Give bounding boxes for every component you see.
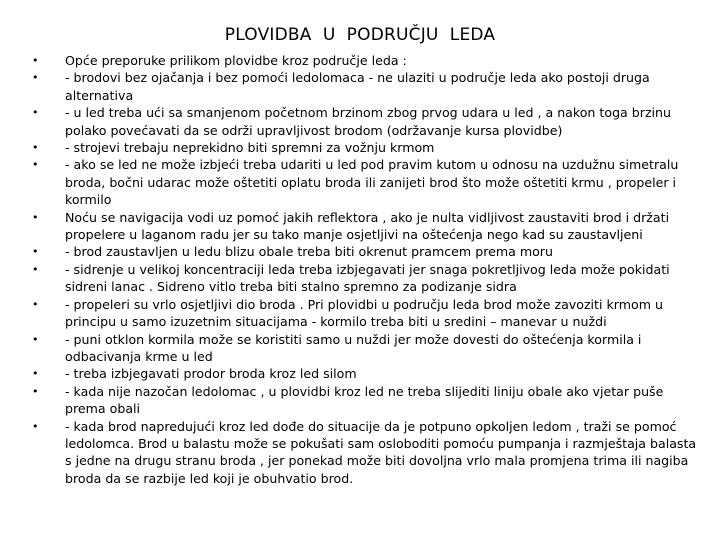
bullet-text: - sidrenje u velikoj koncentraciji leda treba izbjegavati jer snaga pokretljivog leda može pokidati sidreni lanac . Sidreno vitlo treba biti stalno spremno za podizanje sidra — [65, 261, 670, 295]
bullet-item — [30, 69, 705, 104]
bullet-text: - u led treba ući sa smanjenom početnom brzinom zbog prvog udara u led , a nakon toga brzinu polako povećavati da se održi upravljivost brodom (održavanje kursa plovidbe) — [65, 105, 672, 138]
bullet-item — [30, 209, 705, 244]
bullet-text: Opće preporuke prilikom plovidbe kroz područje leda : — [65, 53, 407, 68]
bullet-text: - kada nije nazočan ledolomac , u plovidbi kroz led ne treba slijediti liniju obale ako vjetar puše prema obali — [65, 383, 664, 417]
bullet-dot-icon: • — [32, 54, 39, 67]
bullet-dot-icon: • — [32, 262, 39, 276]
bullet-item — [30, 331, 705, 366]
bullet-item — [30, 418, 705, 488]
bullet-dot-icon: • — [32, 158, 39, 172]
bullet-dot-icon: • — [32, 297, 39, 311]
slide-title: PLOVIDBA U PODRUČJU LEDA — [224, 25, 496, 45]
bullet-dot-icon: • — [32, 210, 39, 224]
bullet-dot-icon: • — [32, 332, 39, 346]
bullet-dot-icon: • — [32, 141, 39, 155]
bullet-text: - brod zaustavljen u ledu blizu obale treba biti okrenut pramcem prema moru — [65, 244, 553, 260]
bullet-dot-icon: • — [32, 106, 39, 120]
bullet-list — [30, 52, 705, 487]
bullet-text: Noću se navigacija vodi uz pomoć jakih reflektora , ako je nulta vidljivost zaustaviti brod i držati propelere u laganom radu jer su tako manje osjetljivi na oštećenja nego kad su zaustavljeni — [65, 209, 670, 243]
bullet-item — [30, 156, 705, 208]
bullet-item — [30, 104, 705, 139]
bullet-item — [30, 139, 705, 156]
bullet-text: - strojevi trebaju neprekidno biti spremni za vožnju krmom — [65, 140, 435, 156]
bullet-text: - kada brod napredujući kroz led dođe do situacije da je potpuno opkoljen ledom , traži se pomoć ledolomca. Brod u balastu može se pokušati sam osloboditi pomoću pumpanja i razmještaja balasta s jedne na drugu stranu broda , jer ponekad može biti dovoljna vrlo mala promjena trima ili nagiba broda da se razbije led koji je obuhvatio brod. — [65, 418, 697, 486]
bullet-text: - propeleri su vrlo osjetljivi dio broda . Pri plovidbi u području leda brod može zavoziti krmom u principu u samo izuzetnim situacijama - kormilo treba biti u sredini – manevar u nuždi — [65, 296, 663, 330]
bullet-item — [30, 365, 705, 382]
bullet-item — [30, 296, 705, 331]
bullet-dot-icon: • — [32, 71, 39, 85]
bullet-text: - treba izbjegavati prodor broda kroz led silom — [65, 366, 357, 382]
bullet-dot-icon: • — [32, 245, 39, 259]
bullet-text: - puni otklon kormila može se koristiti samo u nuždi jer može dovesti do oštećenja kormila i odbacivanja krme u led — [65, 331, 642, 364]
bullet-text: - ako se led ne može izbjeći treba udariti u led pod pravim kutom u odnosu na uzdužnu simetralu broda, bočni udarac može oštetiti oplatu broda ili zanijeti brod što može oštetiti krmu , propeler i kormilo — [65, 157, 679, 208]
bullet-item — [30, 243, 705, 260]
bullet-text: - brodovi bez ojačanja i bez pomoći ledolomaca - ne ulaziti u područje leda ako postoji druga alternativa — [65, 70, 650, 103]
bullet-item — [30, 52, 705, 69]
bullet-item — [30, 261, 705, 296]
bullet-dot-icon: • — [32, 367, 39, 381]
bullet-dot-icon: • — [32, 419, 39, 433]
bullet-item — [30, 383, 705, 418]
bullet-dot-icon: • — [32, 384, 39, 398]
